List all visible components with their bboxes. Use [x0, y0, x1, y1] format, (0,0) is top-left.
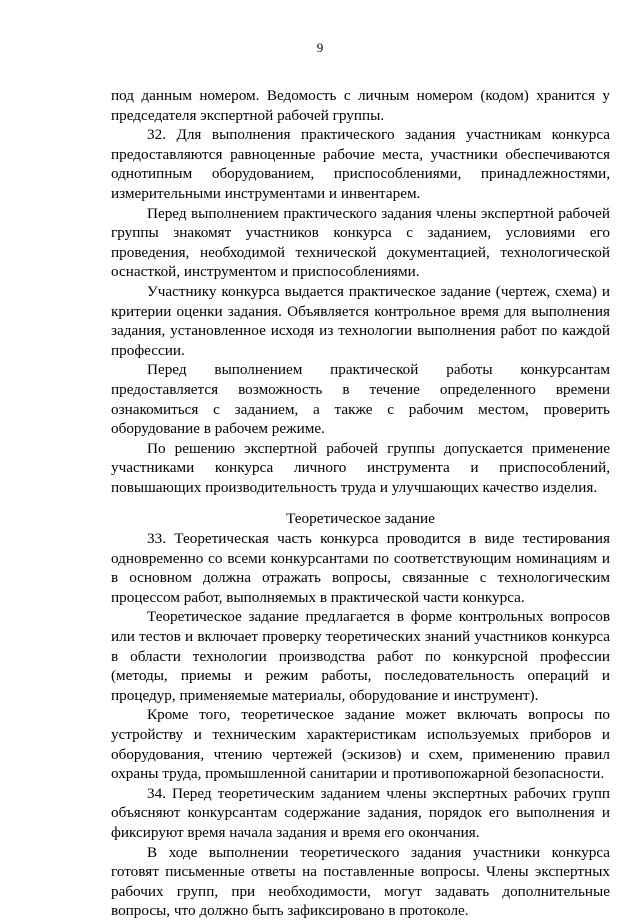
paragraph: Перед выполнением практического задания члены экспертной рабочей группы знакомят участников конкурса с заданием, условиями его проведения, необходимой технической документацией, технологической оснасткой, инструментом и приспособлениями.	[111, 204, 610, 281]
paragraph: Перед выполнением практической работы конкурсантам предоставляется возможность в течение определенного времени ознакомиться с заданием, а также с рабочим местом, проверить оборудование в рабочем режиме.	[111, 361, 610, 438]
paragraph: В ходе выполнении теоретического задания участники конкурса готовят письменные ответы на поставленные вопросы. Члены экспертных рабочих групп, при необходимости, могут задавать дополнительные вопросы, что должно быть зафиксировано в протоколе.	[111, 843, 610, 920]
paragraph: 34. Перед теоретическим заданием члены экспертных рабочих групп объясняют конкурсантам содержание задания, порядок его выполнения и фиксируют время начала задания и время его окончания.	[111, 784, 610, 841]
document-body	[111, 86, 610, 921]
paragraph: Участнику конкурса выдается практическое задание (чертеж, схема) и критерии оценки задания. Объявляется контрольное время для выполнения задания, установленное исходя из технологии выполнения работ по каждой профессии.	[111, 282, 610, 359]
paragraph: Кроме того, теоретическое задание может включать вопросы по устройству и техническим характеристикам используемых приборов и оборудования, чтению чертежей (эскизов) и схем, применению правил охраны труда, промышленной санитарии и противопожарной безопасности.	[111, 706, 610, 783]
paragraph: По решению экспертной рабочей группы допускается применение участниками конкурса личного инструмента и приспособлений, повышающих производительность труда и улучшающих качество изделия.	[111, 439, 610, 496]
paragraph: под данным номером. Ведомость с личным номером (кодом) хранится у председателя экспертной рабочей группы.	[111, 87, 610, 124]
paragraph: 33. Теоретическая часть конкурса проводится в виде тестирования одновременно со всеми конкурсантами по соответствующим номинациям и в основном должна отражать вопросы, связанные с технологическим процессом работ, выполняемых в практической части конкурса.	[111, 530, 610, 606]
paragraph: 32. Для выполнения практического задания участникам конкурса предоставляются равноценные рабочие места, участники обеспечиваются однотипным оборудованием, приспособлениями, принадлежностями, измерительными инструментами и инвентарем.	[111, 126, 610, 202]
section-heading: Теоретическое задание	[286, 510, 435, 528]
page-number: 9	[316, 40, 324, 55]
paragraph: Теоретическое задание предлагается в форме контрольных вопросов или тестов и включает проверку теоретических знаний участников конкурса в области технологии производства работ по конкурсной профессии (методы, приемы и режим работы, последовательность операций и процедур, применяемые материалы, оборудование и инструмент).	[111, 608, 610, 704]
